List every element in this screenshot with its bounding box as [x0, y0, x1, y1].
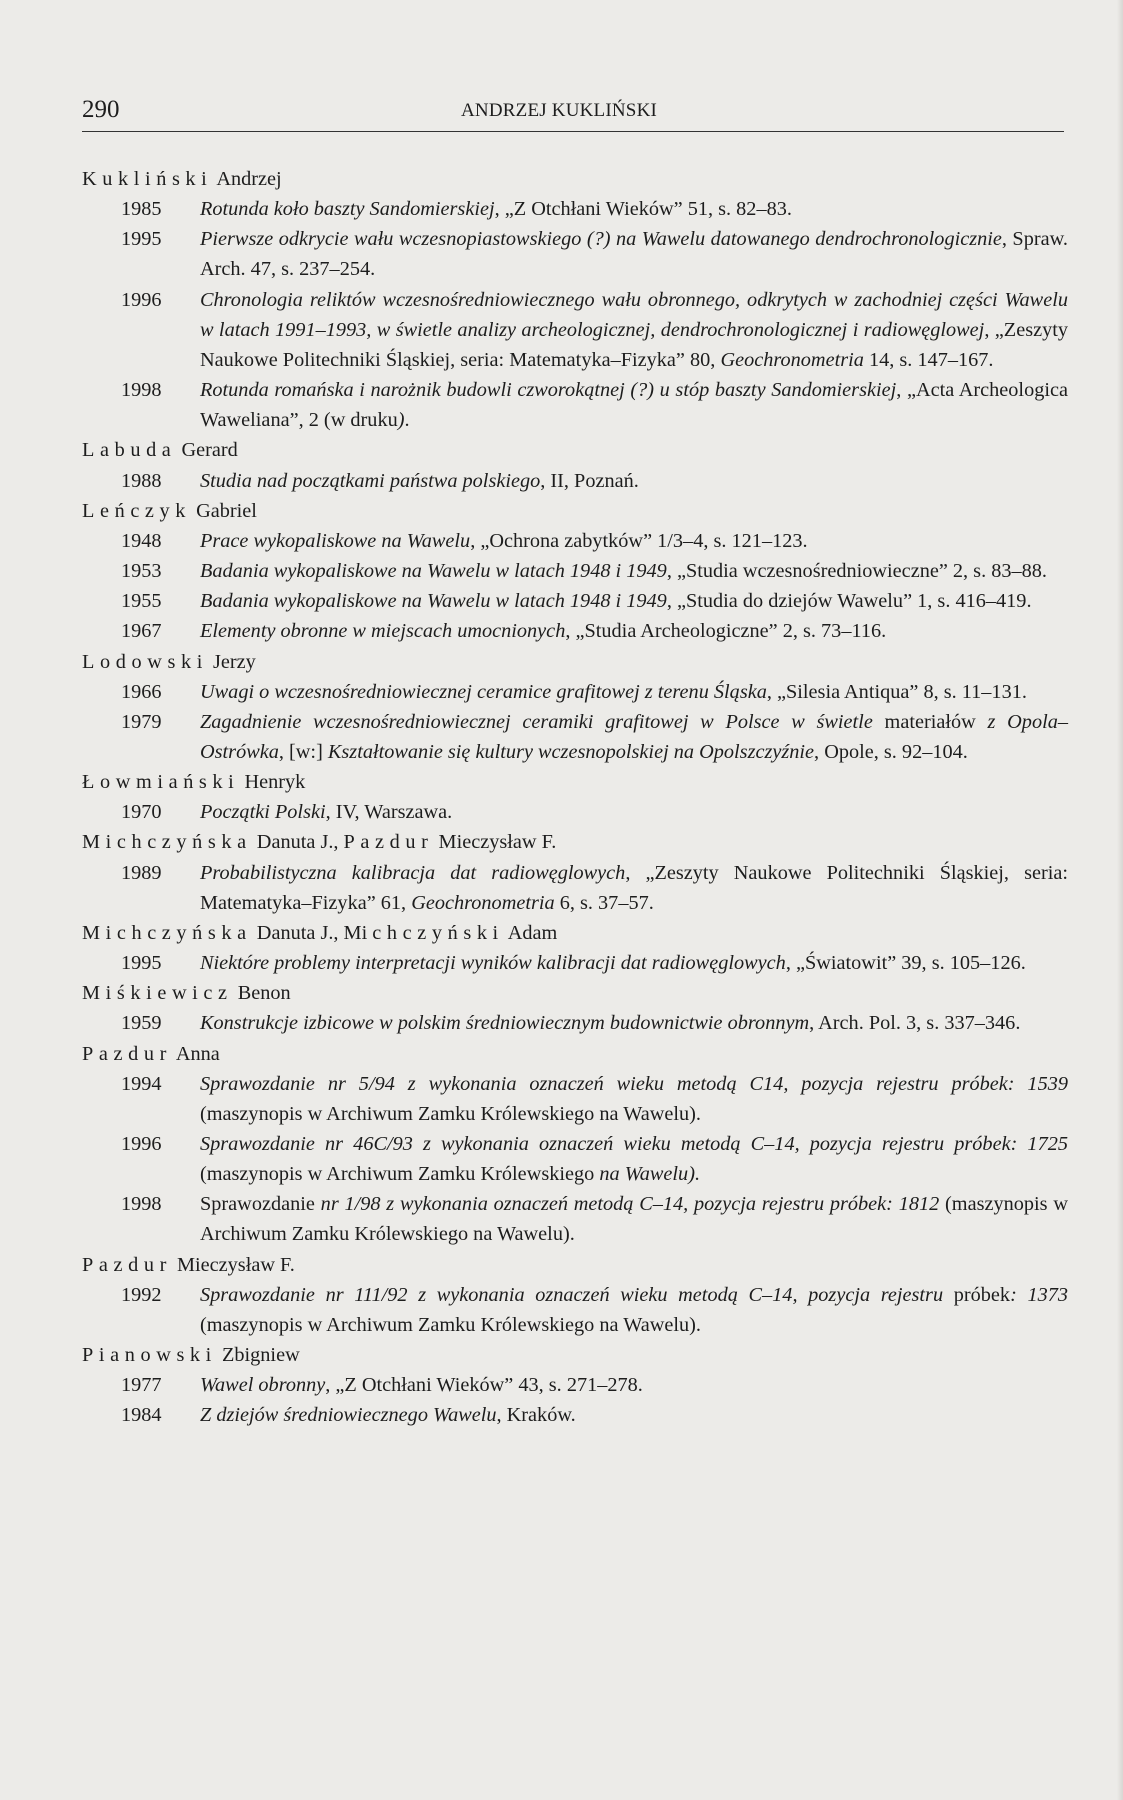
bibliography-item — [82, 586, 1068, 616]
text-run: , „Światowit” 39, s. 105–126. — [785, 952, 1026, 975]
bibliography-list — [82, 164, 1068, 1431]
bibliography-item — [82, 1370, 1068, 1400]
author-heading — [82, 1250, 1068, 1280]
author-surname: Michczyńska — [82, 921, 252, 944]
bibliography-item — [82, 526, 1068, 556]
bibliography-item — [82, 677, 1068, 707]
author-surname: Lodowski — [82, 650, 208, 673]
author-surname: Miśkiewicz — [82, 982, 233, 1005]
bibliography-item — [82, 375, 1068, 435]
text-run: , IV, Warszawa. — [325, 801, 453, 824]
author-surname: Leńczyk — [82, 499, 192, 522]
text-run: , „Zeszyty Naukowe Politechniki Śląskiej, seria: Matematyka–Fizyka” 80, — [200, 318, 1069, 371]
author-surname: chczyński — [372, 921, 504, 944]
italic-title: Prace wykopaliskowe na Wawelu — [200, 529, 471, 552]
italic-title: z Opola–Ostrówka — [200, 710, 1068, 763]
text-run: Mieczysław F. — [171, 1253, 295, 1276]
publication-year: 1998 — [121, 1193, 162, 1216]
italic-title: Badania wykopaliskowe na Wawelu w latach 1948 i 1949 — [200, 560, 667, 583]
text-run: , Spraw. Arch. 47, s. 237–254. — [200, 228, 1068, 281]
publication-year: 1970 — [121, 801, 162, 824]
text-run: Sprawozdanie — [200, 1193, 321, 1216]
bibliography-item — [82, 285, 1068, 375]
author-heading — [82, 164, 1068, 194]
publication-year: 1985 — [121, 198, 162, 221]
italic-title: Chronologia reliktów wczesnośredniowiecznego wału obronnego, odkrytych w zachodniej części Wawelu w latach 1991–1993, w świetle analizy archeologicznej, dendrochronologicznej i radiowęglowej — [200, 288, 1068, 341]
author-heading — [82, 918, 1068, 948]
italic-title: ) — [397, 409, 405, 432]
text-run: , „Studia wczesnośredniowieczne” 2, s. 83–88. — [666, 560, 1047, 583]
text-run: Henryk — [239, 771, 306, 794]
italic-title: Wawel obronny — [200, 1374, 326, 1397]
text-run: (maszynopis w Archiwum Zamku Królewskiego na Wawelu). — [200, 1313, 701, 1336]
page-number: 290 — [82, 96, 120, 123]
text-run: , „Acta Archeologica Waweliana”, 2 (w druku — [200, 379, 1068, 432]
italic-title: Początki Polski — [200, 801, 326, 824]
publication-year: 1967 — [121, 620, 162, 643]
text-run: , „Z Otchłani Wieków” 43, s. 271–278. — [325, 1374, 643, 1397]
italic-title: : 1373 — [1010, 1283, 1069, 1306]
publication-year: 1989 — [121, 861, 162, 884]
italic-title: Geochronometria — [411, 891, 555, 914]
italic-title: Kształtowanie się kultury wczesnopolskiej na Opolszczyźnie — [327, 740, 815, 763]
page-edge-shadow — [1117, 0, 1123, 1800]
publication-year: 1996 — [121, 288, 162, 311]
author-surname: Pazdur — [82, 1042, 172, 1065]
italic-title: Sprawozdanie nr 46C/93 z wykonania oznaczeń wieku metodą C–14, pozycja rejestru próbek: 1725 — [200, 1133, 1068, 1155]
italic-title: na Wawelu). — [599, 1163, 701, 1186]
text-run: Gerard — [176, 439, 238, 462]
bibliography-item — [82, 224, 1068, 284]
bibliography-item — [82, 707, 1068, 767]
italic-title: Uwagi o wczesnośredniowiecznej ceramice grafitowej z terenu Śląska — [200, 680, 767, 703]
text-run: , „Z Otchłani Wieków” 51, s. 82–83. — [494, 198, 792, 221]
text-run: Benon — [232, 982, 291, 1005]
publication-year: 1984 — [121, 1404, 162, 1427]
publication-year: 1998 — [121, 379, 162, 402]
bibliography-item — [82, 466, 1068, 496]
bibliography-item — [82, 616, 1068, 646]
author-surname: Michczyńska — [82, 831, 252, 854]
author-heading — [82, 647, 1068, 677]
text-run: (maszynopis w Archiwum Zamku Królewskiego na Wawelu). — [200, 1193, 1068, 1246]
header-rule — [82, 131, 1064, 132]
publication-year: 1995 — [121, 952, 162, 975]
text-run: Danuta J., — [251, 831, 344, 854]
text-run: , „Zeszyty Naukowe Politechniki Śląskiej, seria: Matematyka–Fizyka” 61, — [200, 861, 1068, 914]
publication-year: 1966 — [121, 680, 162, 703]
bibliography-item — [82, 1280, 1068, 1340]
publication-year: 1953 — [121, 560, 162, 583]
publication-year: 1992 — [121, 1283, 162, 1306]
publication-year: 1959 — [121, 1012, 162, 1035]
author-heading — [82, 496, 1068, 526]
italic-title: Sprawozdanie nr 5/94 z wykonania oznaczeń wieku metodą C14, pozycja rejestru próbek: 1539 — [200, 1072, 1068, 1095]
text-run: Adam — [503, 921, 558, 944]
author-surname: Pazdur — [343, 831, 434, 854]
text-run: materiałów — [872, 710, 988, 733]
text-run: , „Studia Archeologiczne” 2, s. 73–116. — [565, 620, 887, 643]
italic-title: Probabilistyczna kalibracja dat radiowęglowych — [200, 861, 626, 884]
text-run: próbek — [943, 1283, 1011, 1306]
text-run: Anna — [171, 1042, 220, 1065]
italic-title: Niektóre problemy interpretacji wyników kalibracji dat radiowęglowych — [200, 952, 786, 975]
text-run: (maszynopis w Archiwum Zamku Królewskiego na Wawelu). — [200, 1102, 701, 1125]
italic-title: Studia nad początkami państwa polskiego — [200, 469, 541, 492]
bibliography-item — [82, 1069, 1068, 1129]
running-head: ANDRZEJ KUKLIŃSKI — [461, 100, 658, 121]
author-heading — [82, 827, 1068, 857]
bibliography-item — [82, 1189, 1068, 1249]
author-surname: Łowmiański — [82, 771, 240, 794]
text-run: (maszynopis w Archiwum Zamku Królewskiego — [200, 1163, 600, 1186]
bibliography-item — [82, 194, 1068, 224]
text-run: Zbigniew — [216, 1344, 300, 1367]
author-heading — [82, 1039, 1068, 1069]
publication-year: 1979 — [121, 710, 162, 733]
publication-year: 1948 — [121, 529, 162, 552]
text-run: , Arch. Pol. 3, s. 337–346. — [809, 1012, 1021, 1035]
text-run: , Kraków. — [496, 1404, 576, 1427]
publication-year: 1994 — [121, 1072, 162, 1095]
bibliography-item — [82, 1008, 1068, 1038]
author-surname: Pazdur — [82, 1253, 172, 1276]
text-run: , „Silesia Antiqua” 8, s. 11–131. — [766, 680, 1027, 703]
text-run: Jerzy — [207, 650, 256, 673]
italic-title: Rotunda romańska i narożnik budowli czworokątnej (?) u stóp baszty Sandomierskiej — [200, 379, 897, 402]
text-run: , „Studia do dziejów Wawelu” 1, s. 416–419. — [666, 590, 1032, 613]
text-run: . — [404, 409, 410, 432]
italic-title: Sprawozdanie nr 111/92 z wykonania oznaczeń wieku metodą C–14, pozycja rejestru — [200, 1283, 944, 1306]
bibliography-item — [82, 1400, 1068, 1430]
italic-title: Badania wykopaliskowe na Wawelu w latach 1948 i 1949 — [200, 590, 667, 613]
bibliography-item — [82, 1129, 1068, 1189]
author-heading — [82, 767, 1068, 797]
text-run: , „Ochrona zabytków” 1/3–4, s. 121–123. — [470, 529, 808, 552]
bibliography-item — [82, 797, 1068, 827]
author-heading — [82, 978, 1068, 1008]
bibliography-item — [82, 858, 1068, 918]
italic-title: Pierwsze odkrycie wału wczesnopiastowskiego (?) na Wawelu datowanego dendrochronologicznie — [200, 228, 1002, 251]
text-run: , II, Poznań. — [540, 469, 639, 492]
author-surname: Labuda — [82, 439, 177, 462]
italic-title: Zagadnienie wczesnośredniowiecznej ceramiki grafitowej w Polsce w świetle — [200, 710, 873, 733]
italic-title: Elementy obronne w miejscach umocnionych — [200, 620, 566, 643]
bibliography-item — [82, 948, 1068, 978]
author-surname: Pianowski — [82, 1344, 217, 1367]
text-run: 14, s. 147–167. — [863, 348, 994, 371]
italic-title: Z dziejów średniowiecznego Wawelu — [200, 1404, 497, 1427]
text-run: Gabriel — [191, 499, 257, 522]
publication-year: 1996 — [121, 1133, 162, 1155]
text-run: 6, s. 37–57. — [554, 891, 654, 914]
publication-year: 1988 — [121, 469, 162, 492]
italic-title: Rotunda koło baszty Sandomierskiej — [200, 198, 495, 221]
italic-title: Geochronometria — [720, 348, 864, 371]
author-heading — [82, 435, 1068, 465]
author-heading — [82, 1340, 1068, 1370]
page-header — [82, 96, 1063, 132]
text-run: Mieczysław F. — [433, 831, 557, 854]
publication-year: 1977 — [121, 1374, 162, 1397]
text-run: Danuta J., Mi — [251, 921, 373, 944]
italic-title: nr 1/98 z wykonania oznaczeń metodą C–14, pozycja rejestru próbek: 1812 — [320, 1193, 940, 1216]
publication-year: 1955 — [121, 590, 162, 613]
publication-year: 1995 — [121, 228, 162, 251]
author-surname: Kukliński — [82, 168, 213, 190]
text-run: , [w:] — [278, 740, 328, 763]
italic-title: Konstrukcje izbicowe w polskim średniowiecznym budownictwie obronnym — [200, 1012, 810, 1035]
text-run: Andrzej — [212, 168, 282, 190]
bibliography-item — [82, 556, 1068, 586]
text-run: , Opole, s. 92–104. — [814, 740, 968, 763]
